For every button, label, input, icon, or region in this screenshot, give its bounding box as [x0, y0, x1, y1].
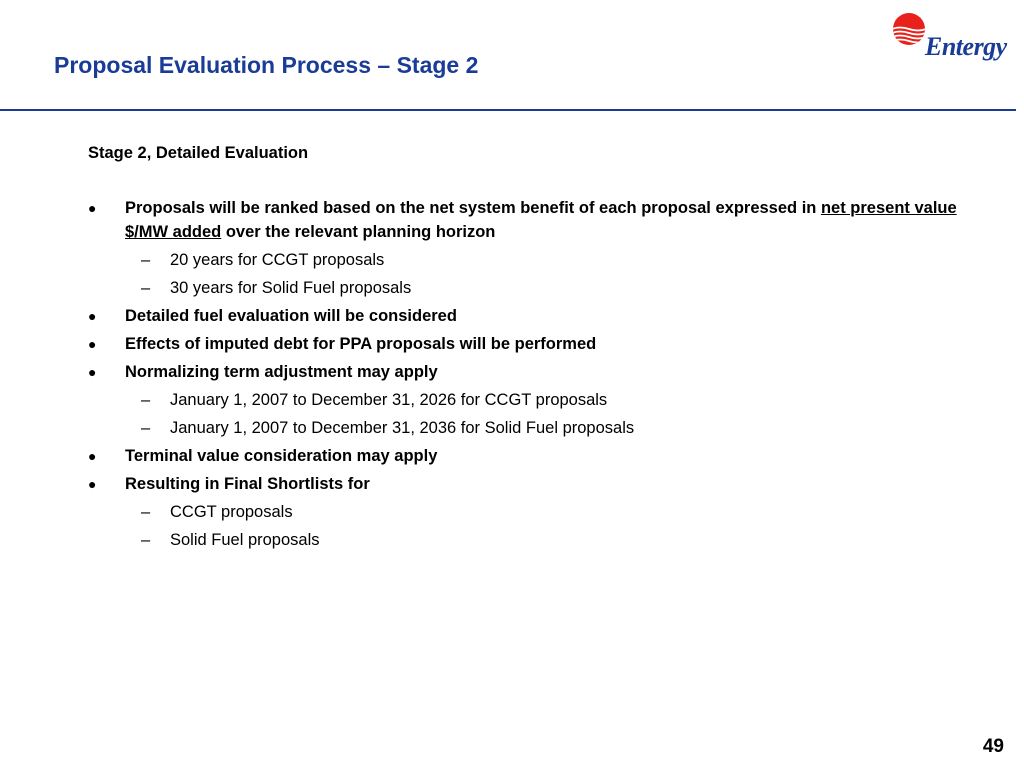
sub-bullet [88, 416, 968, 440]
bullet-text-end: over the relevant planning horizon [221, 223, 496, 241]
bullet-normalizing-term [88, 360, 968, 384]
sub-bullet-text: 30 years for Solid Fuel proposals [170, 279, 412, 297]
section-heading: Stage 2, Detailed Evaluation [88, 144, 309, 162]
bullet-dot-icon: ● [88, 476, 97, 492]
bullet-dot-icon: ● [88, 364, 97, 380]
title-divider [0, 109, 1016, 111]
bullet-text: Effects of imputed debt for PPA proposals will be performed [125, 335, 597, 353]
dash-icon: – [141, 503, 151, 521]
bullet-text: Detailed fuel evaluation will be considered [125, 307, 457, 325]
bullet-final-shortlists [88, 472, 968, 496]
sub-bullet-text: January 1, 2007 to December 31, 2026 for CCGT proposals [170, 391, 608, 409]
sub-bullet-text: January 1, 2007 to December 31, 2036 for Solid Fuel proposals [170, 419, 635, 437]
logo-wordmark: Entergy [925, 32, 1007, 61]
bullet-dot-icon: ● [88, 336, 97, 352]
sub-bullet-text: Solid Fuel proposals [170, 531, 320, 549]
dash-icon: – [141, 251, 151, 269]
sub-bullet-text: CCGT proposals [170, 503, 293, 521]
entergy-logo [892, 12, 1012, 62]
bullet-dot-icon: ● [88, 200, 97, 216]
sub-bullet [88, 388, 968, 412]
bullet-dot-icon: ● [88, 308, 97, 324]
slide-body [88, 143, 968, 556]
bullet-imputed-debt [88, 332, 968, 356]
sub-bullet [88, 276, 968, 300]
bullet-text: Normalizing term adjustment may apply [125, 363, 438, 381]
slide-title: Proposal Evaluation Process – Stage 2 [54, 52, 479, 78]
dash-icon: – [141, 279, 151, 297]
dash-icon: – [141, 419, 151, 437]
sun-waves-icon [892, 12, 926, 48]
sub-bullet [88, 500, 968, 524]
underlined-term: net present value $/MW added [125, 199, 957, 241]
dash-icon: – [141, 531, 151, 549]
bullet-text: Proposals will be ranked based on the net system benefit of each proposal expressed in [125, 199, 821, 217]
bullet-text: Terminal value consideration may apply [125, 447, 438, 465]
bullet-fuel-evaluation [88, 304, 968, 328]
dash-icon: – [141, 391, 151, 409]
page-number: 49 [982, 736, 1004, 757]
bullet-text: Resulting in Final Shortlists for [125, 475, 370, 493]
bullet-dot-icon: ● [88, 448, 97, 464]
sub-bullet [88, 248, 968, 272]
sub-bullet [88, 528, 968, 552]
bullet-ranking [88, 196, 968, 244]
bullet-terminal-value [88, 444, 968, 468]
sub-bullet-text: 20 years for CCGT proposals [170, 251, 385, 269]
